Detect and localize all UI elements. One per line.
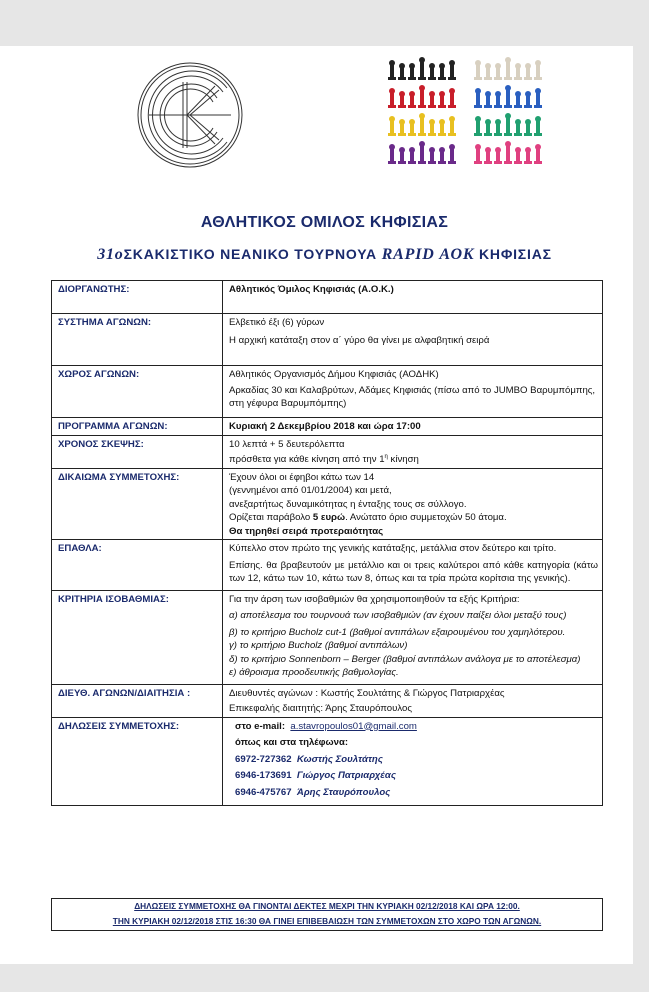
chess-piece-head bbox=[525, 63, 531, 69]
chess-piece-head bbox=[475, 88, 481, 94]
chess-piece-base bbox=[388, 161, 396, 164]
chess-piece-head bbox=[439, 119, 445, 125]
chess-piece-base bbox=[388, 133, 396, 136]
chess-piece-base bbox=[534, 161, 542, 164]
chess-piece-base bbox=[514, 161, 522, 164]
chess-piece-head bbox=[419, 113, 425, 119]
direction-line: Επικεφαλής διαιτητής: Άρης Σταυρόπουλος bbox=[229, 703, 412, 715]
chess-piece-head bbox=[505, 113, 511, 119]
chess-piece-base bbox=[474, 161, 482, 164]
chess-piece-base bbox=[428, 161, 436, 164]
ordinal-superscript: η bbox=[384, 454, 388, 460]
chess-pieces-icon bbox=[388, 57, 550, 167]
system-line: Η αρχική κατάταξη στον α΄ γύρο θα γίνει με αλφαβητική σειρά bbox=[229, 334, 490, 346]
chess-piece-base bbox=[484, 161, 492, 164]
chess-piece-row bbox=[474, 113, 542, 136]
chess-piece-head bbox=[439, 147, 445, 153]
chess-piece-head bbox=[399, 119, 405, 125]
phone-number[interactable]: 6972-727362 bbox=[235, 753, 292, 765]
chess-piece-base bbox=[484, 77, 492, 80]
chess-piece-base bbox=[448, 161, 456, 164]
chess-piece-base bbox=[438, 77, 446, 80]
table-row-prizes bbox=[52, 540, 603, 591]
chess-piece-head bbox=[399, 91, 405, 97]
chess-piece-base bbox=[494, 77, 502, 80]
chess-piece-head bbox=[449, 60, 455, 66]
chess-piece-head bbox=[525, 147, 531, 153]
chess-piece-head bbox=[495, 147, 501, 153]
chess-piece-head bbox=[399, 63, 405, 69]
eligibility-line: ανεξαρτήτως δυναμικότητας η ένταξης τους σε σύλλογο. bbox=[229, 498, 467, 510]
email-line bbox=[235, 720, 598, 734]
tiebreak-criterion: δ) το κριτήριο Sonnenborn – Berger (βαθμοί αντιπάλων ανάλογα με το αποτέλεσμα) bbox=[229, 653, 581, 665]
chess-piece-head bbox=[515, 147, 521, 153]
row-label: ΧΡΟΝΟΣ ΣΚΕΨΗΣ: bbox=[52, 435, 223, 468]
chess-piece-base bbox=[388, 105, 396, 108]
chess-piece-base bbox=[514, 133, 522, 136]
row-label: ΔΙΕΥΘ. ΑΓΩΝΩΝ/ΔΙΑΙΤΗΣΙΑ : bbox=[52, 684, 223, 717]
email-link[interactable]: a.stavropoulos01@gmail.com bbox=[290, 720, 417, 732]
row-label: ΧΩΡΟΣ ΑΓΩΝΩΝ: bbox=[52, 366, 223, 418]
phones-label: όπως και στα τηλέφωνα: bbox=[235, 737, 349, 749]
chess-piece-head bbox=[495, 91, 501, 97]
chess-piece-head bbox=[449, 116, 455, 122]
chess-piece-base bbox=[428, 133, 436, 136]
chess-piece-head bbox=[429, 147, 435, 153]
chess-piece-head bbox=[389, 116, 395, 122]
row-label: ΔΗΛΩΣΕΙΣ ΣΥΜΜΕΤΟΧΗΣ: bbox=[52, 717, 223, 806]
chess-piece-base bbox=[448, 133, 456, 136]
chess-piece-base bbox=[494, 161, 502, 164]
eligibility-value bbox=[223, 468, 603, 540]
venue-value bbox=[223, 366, 603, 418]
tournament-rapid: RAPID ΑΟΚ bbox=[381, 246, 475, 263]
prizes-value bbox=[223, 540, 603, 591]
chess-piece-head bbox=[485, 147, 491, 153]
chess-piece-head bbox=[389, 88, 395, 94]
chess-piece-base bbox=[524, 77, 532, 80]
chess-piece-base bbox=[504, 161, 512, 164]
chess-piece-base bbox=[438, 133, 446, 136]
email-label: στο e-mail: bbox=[235, 720, 286, 732]
chess-piece-row bbox=[474, 141, 542, 164]
row-label: ΕΠΑΘΛΑ: bbox=[52, 540, 223, 591]
tiebreaks-value bbox=[223, 590, 603, 684]
eligibility-text: . Ανώτατο όριο συμμετοχών 50 άτομα. bbox=[345, 512, 507, 524]
phone-entry bbox=[235, 769, 598, 783]
registration-value bbox=[223, 717, 603, 806]
registration-notice bbox=[51, 898, 603, 931]
club-emblem-icon bbox=[135, 60, 245, 170]
chess-piece-head bbox=[419, 141, 425, 147]
notice-line: ΤΗΝ ΚΥΡΙΑΚΗ 02/12/2018 ΣΤΙΣ 16:30 ΘΑ ΓΙΝΕΙ ΕΠΙΒΕΒΑΙΩΣΗ ΤΩΝ ΣΥΜΜΕΤΟΧΩΝ ΣΤΟ ΧΩΡΟ ΤΩΝ ΑΓΩΝΩΝ. bbox=[112, 916, 542, 926]
chess-piece-base bbox=[408, 133, 416, 136]
chess-piece-base bbox=[438, 161, 446, 164]
chess-piece-head bbox=[535, 116, 541, 122]
phone-contact-name: Άρης Σταυρόπουλος bbox=[296, 786, 391, 798]
chess-piece-row bbox=[388, 141, 456, 164]
direction-value bbox=[223, 684, 603, 717]
chess-piece-head bbox=[399, 147, 405, 153]
time-control-line: 10 λεπτά + 5 δευτερόλεπτα bbox=[229, 438, 345, 450]
system-value bbox=[223, 314, 603, 366]
venue-line: Αρκαδίας 30 και Καλαβρύτων, Αδάμες Κηφισιάς (πίσω από το JUMBO Βαρυμπόμπης, στη γέφυρα Βαρυμπόμπης) bbox=[229, 384, 596, 409]
table-row-venue bbox=[52, 366, 603, 418]
chess-piece-head bbox=[525, 91, 531, 97]
row-label: ΔΙΟΡΓΑΝΩΤΗΣ: bbox=[52, 281, 223, 314]
chess-piece-base bbox=[428, 77, 436, 80]
chess-piece-head bbox=[419, 85, 425, 91]
chess-piece-head bbox=[485, 91, 491, 97]
chess-piece-base bbox=[474, 77, 482, 80]
table-row-direction bbox=[52, 684, 603, 717]
chess-piece-head bbox=[449, 88, 455, 94]
chess-piece-base bbox=[398, 77, 406, 80]
chess-piece-head bbox=[515, 119, 521, 125]
row-label: ΔΙΚΑΙΩΜΑ ΣΥΜΜΕΤΟΧΗΣ: bbox=[52, 468, 223, 540]
chess-piece-head bbox=[429, 91, 435, 97]
entry-fee: 5 ευρώ bbox=[312, 512, 346, 524]
table-row-schedule bbox=[52, 418, 603, 436]
eligibility-line: Θα τηρηθεί σειρά προτεραιότητας bbox=[229, 525, 384, 537]
chess-piece-head bbox=[439, 91, 445, 97]
prizes-line: Επίσης. θα βραβευτούν με μετάλλιο και οι τρεις καλύτεροι από κάθε κατηγορία (κάτω των 12, κάτω των 10, κάτω των 8, όπως και τα τρία πρώτα κορίτσια της γενικής). bbox=[229, 559, 598, 585]
chess-piece-head bbox=[409, 119, 415, 125]
chess-piece-head bbox=[439, 63, 445, 69]
chess-piece-head bbox=[505, 57, 511, 63]
chess-piece-base bbox=[504, 133, 512, 136]
phone-entry bbox=[235, 753, 598, 767]
chess-piece-head bbox=[475, 116, 481, 122]
chess-piece-head bbox=[495, 119, 501, 125]
chess-piece-base bbox=[408, 77, 416, 80]
chess-piece-base bbox=[438, 105, 446, 108]
chess-piece-head bbox=[525, 119, 531, 125]
tournament-title-part2: ΚΗΦΙΣΙΑΣ bbox=[479, 246, 552, 262]
phone-number[interactable]: 6946-475767 bbox=[235, 786, 292, 798]
club-title: ΑΘΛΗΤΙΚΟΣ ΟΜΙΛΟΣ ΚΗΦΙΣΙΑΣ bbox=[200, 214, 449, 231]
time-control-text: πρόσθετα για κάθε κίνηση από την 1 bbox=[229, 454, 385, 466]
chess-piece-head bbox=[389, 144, 395, 150]
chess-piece-base bbox=[494, 105, 502, 108]
chess-piece-base bbox=[398, 161, 406, 164]
chess-piece-base bbox=[484, 133, 492, 136]
chess-piece-base bbox=[418, 105, 426, 108]
phone-contact-name: Κωστής Σουλτάτης bbox=[296, 753, 383, 765]
chess-piece-head bbox=[485, 63, 491, 69]
table-row-eligibility bbox=[52, 468, 603, 540]
phone-number[interactable]: 6946-173691 bbox=[235, 770, 292, 782]
chess-piece-row bbox=[388, 57, 456, 80]
time-control-text: κίνηση bbox=[387, 454, 419, 466]
chess-piece-base bbox=[494, 133, 502, 136]
organizer-value: Αθλητικός Όμιλος Κηφισιάς (Α.Ο.Κ.) bbox=[223, 281, 603, 314]
chess-piece-head bbox=[535, 144, 541, 150]
chess-piece-base bbox=[534, 77, 542, 80]
chess-piece-head bbox=[505, 141, 511, 147]
chess-piece-base bbox=[418, 161, 426, 164]
chess-piece-head bbox=[389, 60, 395, 66]
chess-piece-base bbox=[484, 105, 492, 108]
chess-piece-head bbox=[475, 144, 481, 150]
prizes-line: Κύπελλο στον πρώτο της γενικής κατάταξης, μετάλλια στον δεύτερο και τρίτο. bbox=[229, 543, 557, 555]
time-control-value bbox=[223, 435, 603, 468]
eligibility-line bbox=[229, 511, 598, 525]
phone-contact-name: Γιώργος Πατριαρχέας bbox=[296, 770, 396, 782]
direction-line: Διευθυντές αγώνων : Κωστής Σουλτάτης & Γιώργος Πατριαρχέας bbox=[229, 687, 505, 699]
eligibility-line: Έχουν όλοι οι έφηβοι κάτω των 14 bbox=[229, 471, 375, 483]
table-row-registration bbox=[52, 717, 603, 806]
chess-piece-head bbox=[505, 85, 511, 91]
chess-piece-base bbox=[418, 133, 426, 136]
chess-piece-head bbox=[449, 144, 455, 150]
chess-piece-base bbox=[524, 105, 532, 108]
table-row-system bbox=[52, 314, 603, 366]
chess-piece-head bbox=[409, 63, 415, 69]
chess-piece-base bbox=[398, 133, 406, 136]
chess-piece-base bbox=[428, 105, 436, 108]
phone-entry bbox=[235, 786, 598, 800]
chess-piece-head bbox=[495, 63, 501, 69]
tournament-title bbox=[0, 246, 649, 264]
chess-piece-head bbox=[535, 88, 541, 94]
chess-piece-head bbox=[429, 119, 435, 125]
tournament-title-part1: ΣΚΑΚΙΣΤΙΚΟ ΝΕΑΝΙΚΟ ΤΟΥΡΝΟΥΑ bbox=[123, 246, 377, 262]
table-row-time-control bbox=[52, 435, 603, 468]
chess-piece-base bbox=[398, 105, 406, 108]
chess-piece-head bbox=[475, 60, 481, 66]
chess-piece-base bbox=[524, 133, 532, 136]
chess-piece-base bbox=[514, 105, 522, 108]
row-label: ΣΥΣΤΗΜΑ ΑΓΩΝΩΝ: bbox=[52, 314, 223, 366]
schedule-value: Κυριακή 2 Δεκεμβρίου 2018 και ώρα 17:00 bbox=[223, 418, 603, 436]
row-label: ΚΡΙΤΗΡΙΑ ΙΣΟΒΑΘΜΙΑΣ: bbox=[52, 590, 223, 684]
chess-piece-base bbox=[388, 77, 396, 80]
venue-line: Αθλητικός Οργανισμός Δήμου Κηφισιάς (ΑΟΔΗΚ) bbox=[229, 369, 439, 380]
chess-piece-base bbox=[418, 77, 426, 80]
row-label: ΠΡΟΓΡΑΜΜΑ ΑΓΩΝΩΝ: bbox=[52, 418, 223, 436]
chess-piece-row bbox=[474, 57, 542, 80]
tournament-info-table bbox=[51, 280, 603, 806]
chess-piece-base bbox=[474, 105, 482, 108]
tiebreak-criterion: ε) άθροισμα προοδευτικής βαθμολογίας. bbox=[229, 667, 399, 679]
chess-piece-base bbox=[534, 133, 542, 136]
chess-piece-head bbox=[409, 147, 415, 153]
chess-piece-base bbox=[514, 77, 522, 80]
eligibility-line: (γεννημένοι από 01/01/2004) και μετά, bbox=[229, 485, 392, 497]
chess-piece-head bbox=[419, 57, 425, 63]
chess-piece-head bbox=[535, 60, 541, 66]
chess-piece-base bbox=[504, 105, 512, 108]
chess-piece-row bbox=[474, 85, 542, 108]
tiebreak-criterion: β) το κριτήριο Bucholz cut-1 (βαθμοί αντιπάλων εξαιρουμένου του χαμηλότερου. bbox=[229, 626, 566, 638]
system-line: Ελβετικό έξι (6) γύρων bbox=[229, 317, 325, 328]
table-row-organizer bbox=[52, 281, 603, 314]
tiebreaks-intro: Για την άρση των ισοβαθμιών θα χρησιμοποιηθούν τα εξής Κριτήρια: bbox=[229, 593, 520, 605]
chess-piece-row bbox=[388, 113, 456, 136]
chess-piece-head bbox=[429, 63, 435, 69]
chess-piece-base bbox=[534, 105, 542, 108]
chess-piece-head bbox=[409, 91, 415, 97]
chess-piece-base bbox=[408, 161, 416, 164]
chess-piece-base bbox=[448, 105, 456, 108]
chess-piece-row bbox=[388, 85, 456, 108]
chess-piece-base bbox=[448, 77, 456, 80]
time-control-line bbox=[229, 451, 598, 467]
tournament-edition: 31ο bbox=[97, 246, 124, 263]
chess-piece-base bbox=[474, 133, 482, 136]
chess-piece-head bbox=[485, 119, 491, 125]
tiebreak-criterion: γ) το κριτήριο Bucholz (βαθμοί αντιπάλων) bbox=[229, 640, 408, 652]
table-row-tiebreaks bbox=[52, 590, 603, 684]
chess-piece-base bbox=[504, 77, 512, 80]
chess-piece-head bbox=[515, 63, 521, 69]
notice-line: ΔΗΛΩΣΕΙΣ ΣΥΜΜΕΤΟΧΗΣ ΘΑ ΓΙΝΟΝΤΑΙ ΔΕΚΤΕΣ ΜΕΧΡΙ ΤΗΝ ΚΥΡΙΑΚΗ 02/12/2018 ΚΑΙ ΩΡΑ 12:00. bbox=[134, 901, 520, 911]
chess-piece-base bbox=[524, 161, 532, 164]
eligibility-text: Ορίζεται παράβολο bbox=[229, 512, 313, 524]
tiebreak-criterion: α) αποτέλεσμα του τουρνουά των ισοβαθμιών (αν έχουν παίξει όλοι μεταξύ τους) bbox=[229, 610, 567, 622]
chess-piece-head bbox=[515, 91, 521, 97]
chess-piece-base bbox=[408, 105, 416, 108]
